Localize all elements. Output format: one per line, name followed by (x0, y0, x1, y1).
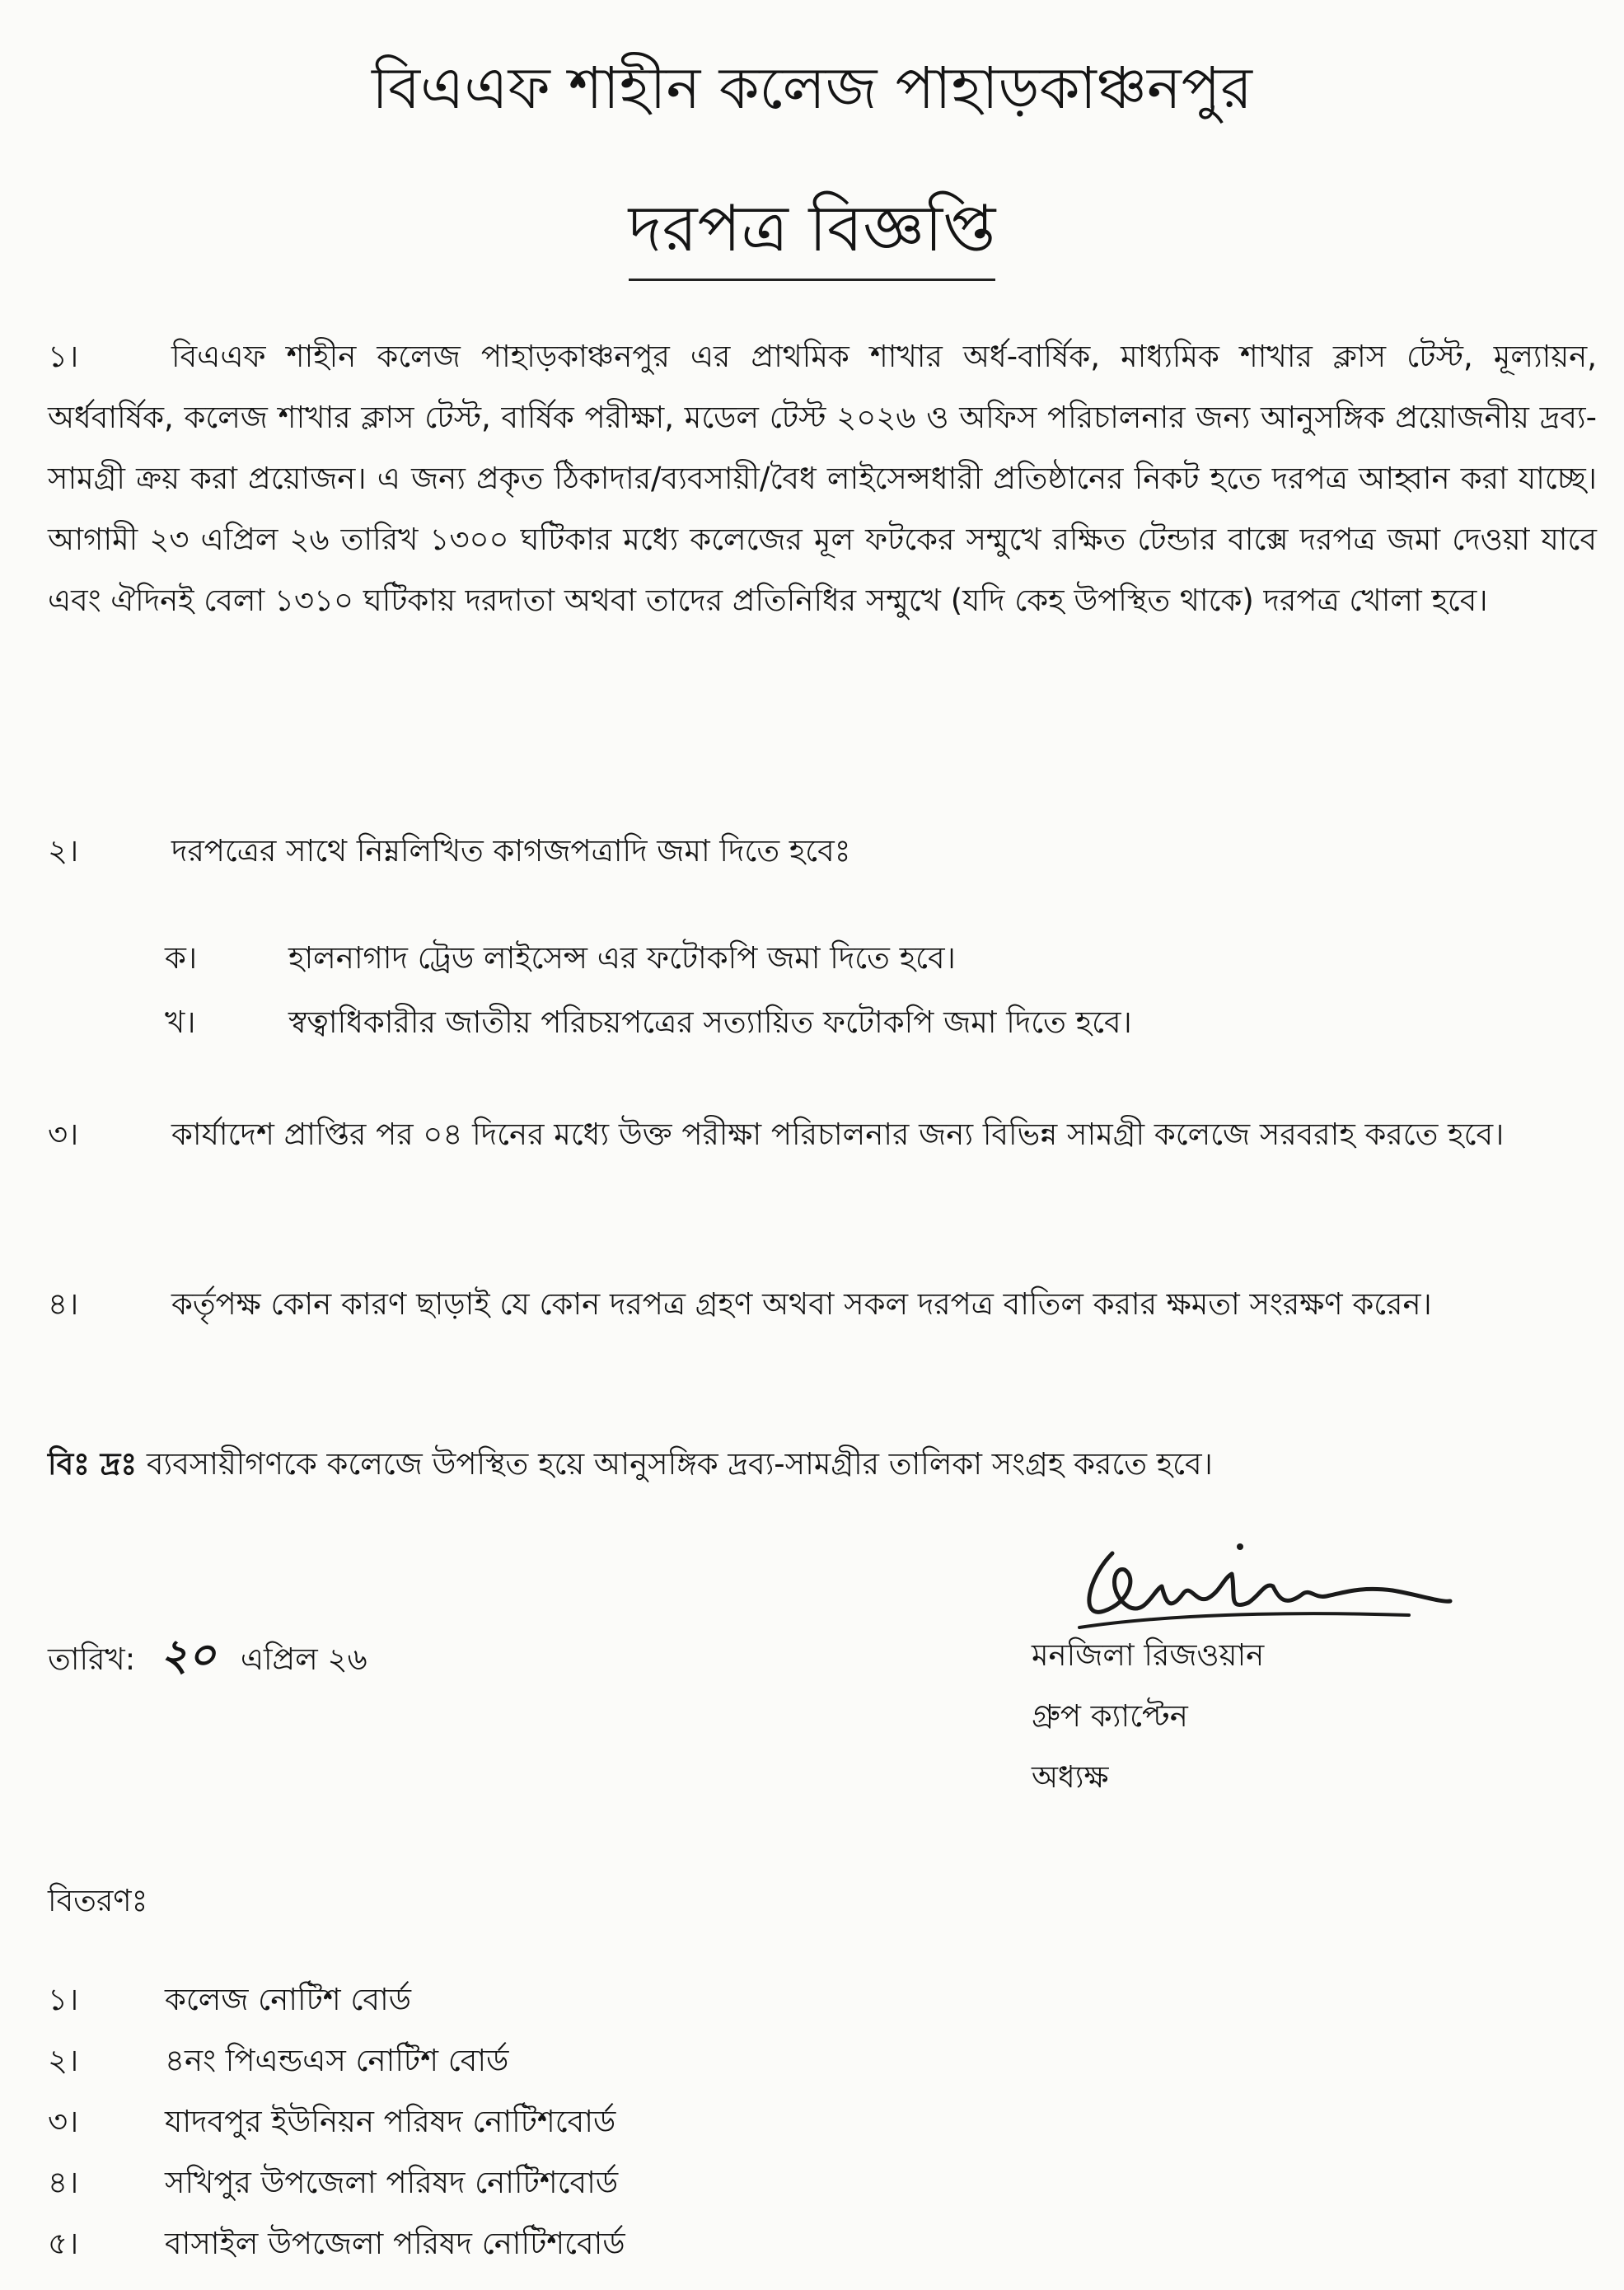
signatory-block (1032, 1625, 1264, 1808)
distribution-item-text: কলেজ নোটিশ বোর্ড (165, 1982, 411, 2017)
distribution-item (48, 2152, 625, 2213)
notice-title-text: দরপত্র বিজ্ঞপ্তি (629, 188, 996, 281)
paragraph-2 (48, 821, 1597, 882)
distribution-list (48, 1969, 625, 2274)
signatory-rank: গ্রুপ ক্যাপ্টেন (1032, 1698, 1188, 1734)
notice-title (0, 188, 1624, 281)
distribution-item-text: সখিপুর উপজেলা পরিষদ নোটিশবোর্ড (165, 2165, 619, 2200)
sub-item-a (165, 928, 956, 989)
sub-item-b (165, 992, 1132, 1053)
distribution-item-text: বাসাইল উপজেলা পরিষদ নোটিশবোর্ড (165, 2226, 625, 2261)
distribution-item-number: ৩। (48, 2104, 79, 2139)
sub-item-a-text: হালনাগাদ ট্রেড লাইসেন্স এর ফটোকপি জমা দিতে হবে। (288, 940, 956, 976)
paragraph-3-text: কার্যাদেশ প্রাপ্তির পর ০৪ দিনের মধ্যে উক্ত পরীক্ষা পরিচালনার জন্য বিভিন্ন সামগ্রী কলেজে সরবরাহ করতে হবে। (171, 1117, 1505, 1152)
distribution-item (48, 2213, 625, 2274)
distribution-item (48, 2030, 625, 2091)
distribution-title: বিতরণঃ (48, 1883, 148, 1918)
distribution-item-number: ১। (48, 1982, 79, 2017)
nota-bene (48, 1434, 1597, 1495)
paragraph-4-text: কর্তৃপক্ষ কোন কারণ ছাড়াই যে কোন দরপত্র গ্রহণ অথবা সকল দরপত্র বাতিল করার ক্ষমতা সংরক্ষণ করেন। (171, 1286, 1432, 1322)
date-row (48, 1625, 367, 1690)
college-name: বিএএফ শাহীন কলেজ পাহাড়কাঞ্চনপুর (372, 54, 1252, 122)
distribution-item-number: ৫। (48, 2226, 79, 2261)
paragraph-3 (48, 1104, 1597, 1165)
paragraph-2-text: দরপত্রের সাথে নিম্নলিখিত কাগজপত্রাদি জমা দিতে হবেঃ (171, 833, 851, 869)
paragraph-1-number: ১। (48, 339, 79, 374)
sub-item-a-number: ক। (165, 940, 198, 976)
nota-bene-label: বিঃ দ্রঃ (48, 1446, 138, 1482)
paragraph-1 (48, 326, 1597, 631)
nota-bene-text: ব্যবসায়ীগণকে কলেজে উপস্থিত হয়ে আনুসঙ্গিক দ্রব্য-সামগ্রীর তালিকা সংগ্রহ করতে হবে। (146, 1446, 1213, 1482)
signatory-designation: অধ্যক্ষ (1032, 1759, 1109, 1795)
date-label: তারিখ: (48, 1641, 136, 1677)
paragraph-3-number: ৩। (48, 1117, 79, 1152)
distribution-item (48, 1969, 625, 2030)
sub-item-b-number: খ। (165, 1005, 196, 1040)
distribution-item-text: যাদবপুর ইউনিয়ন পরিষদ নোটিশবোর্ড (165, 2104, 616, 2139)
distribution-item-text: ৪নং পিএন্ডএস নোটিশ বোর্ড (165, 2043, 509, 2078)
distribution-item-number: ৪। (48, 2165, 79, 2200)
date-month-year: এপ্রিল ২৬ (240, 1641, 367, 1677)
sub-item-b-text: স্বত্বাধিকারীর জাতীয় পরিচয়পত্রের সত্যায়িত ফটোকপি জমা দিতে হবে। (288, 1005, 1132, 1040)
paragraph-1-text: বিএএফ শাহীন কলেজ পাহাড়কাঞ্চনপুর এর প্রাথমিক শাখার অর্ধ-বার্ষিক, মাধ্যমিক শাখার ক্লাস টেস্ট, মূল্যায়ন, অর্ধবার্ষিক, কলেজ শাখার ক্লাস টেস্ট, বার্ষিক পরীক্ষা, মডেল টেস্ট ২০২৬ ও অফিস পরিচালনার জন্য আনুসঙ্গিক প্রয়োজনীয় দ্রব্য-সামগ্রী ক্রয় করা প্রয়োজন। এ জন্য প্রকৃত ঠিকাদার/ব্যবসায়ী/বৈধ লাইসেন্সধারী প্রতিষ্ঠানের নিকট হতে দরপত্র আহ্বান করা যাচ্ছে। আগামী ২৩ এপ্রিল ২৬ তারিখ ১৩০০ ঘটিকার মধ্যে কলেজের মূল ফটকের সম্মুখে রক্ষিত টেন্ডার বাক্সে দরপত্র জমা দেওয়া যাবে এবং ঐদিনই বেলা ১৩১০ ঘটিকায় দরদাতা অথবা তাদের প্রতিনিধির সম্মুখে (যদি কেহ উপস্থিত থাকে) দরপত্র খোলা হবে। (48, 339, 1597, 618)
date-day-handwritten: ২০ (160, 1631, 216, 1680)
distribution-item-number: ২। (48, 2043, 79, 2078)
signatory-name: মনজিলা রিজওয়ান (1032, 1637, 1265, 1673)
paragraph-4-number: ৪। (48, 1286, 79, 1322)
distribution-item (48, 2091, 625, 2152)
paragraph-2-number: ২। (48, 833, 79, 869)
paragraph-4 (48, 1274, 1597, 1335)
